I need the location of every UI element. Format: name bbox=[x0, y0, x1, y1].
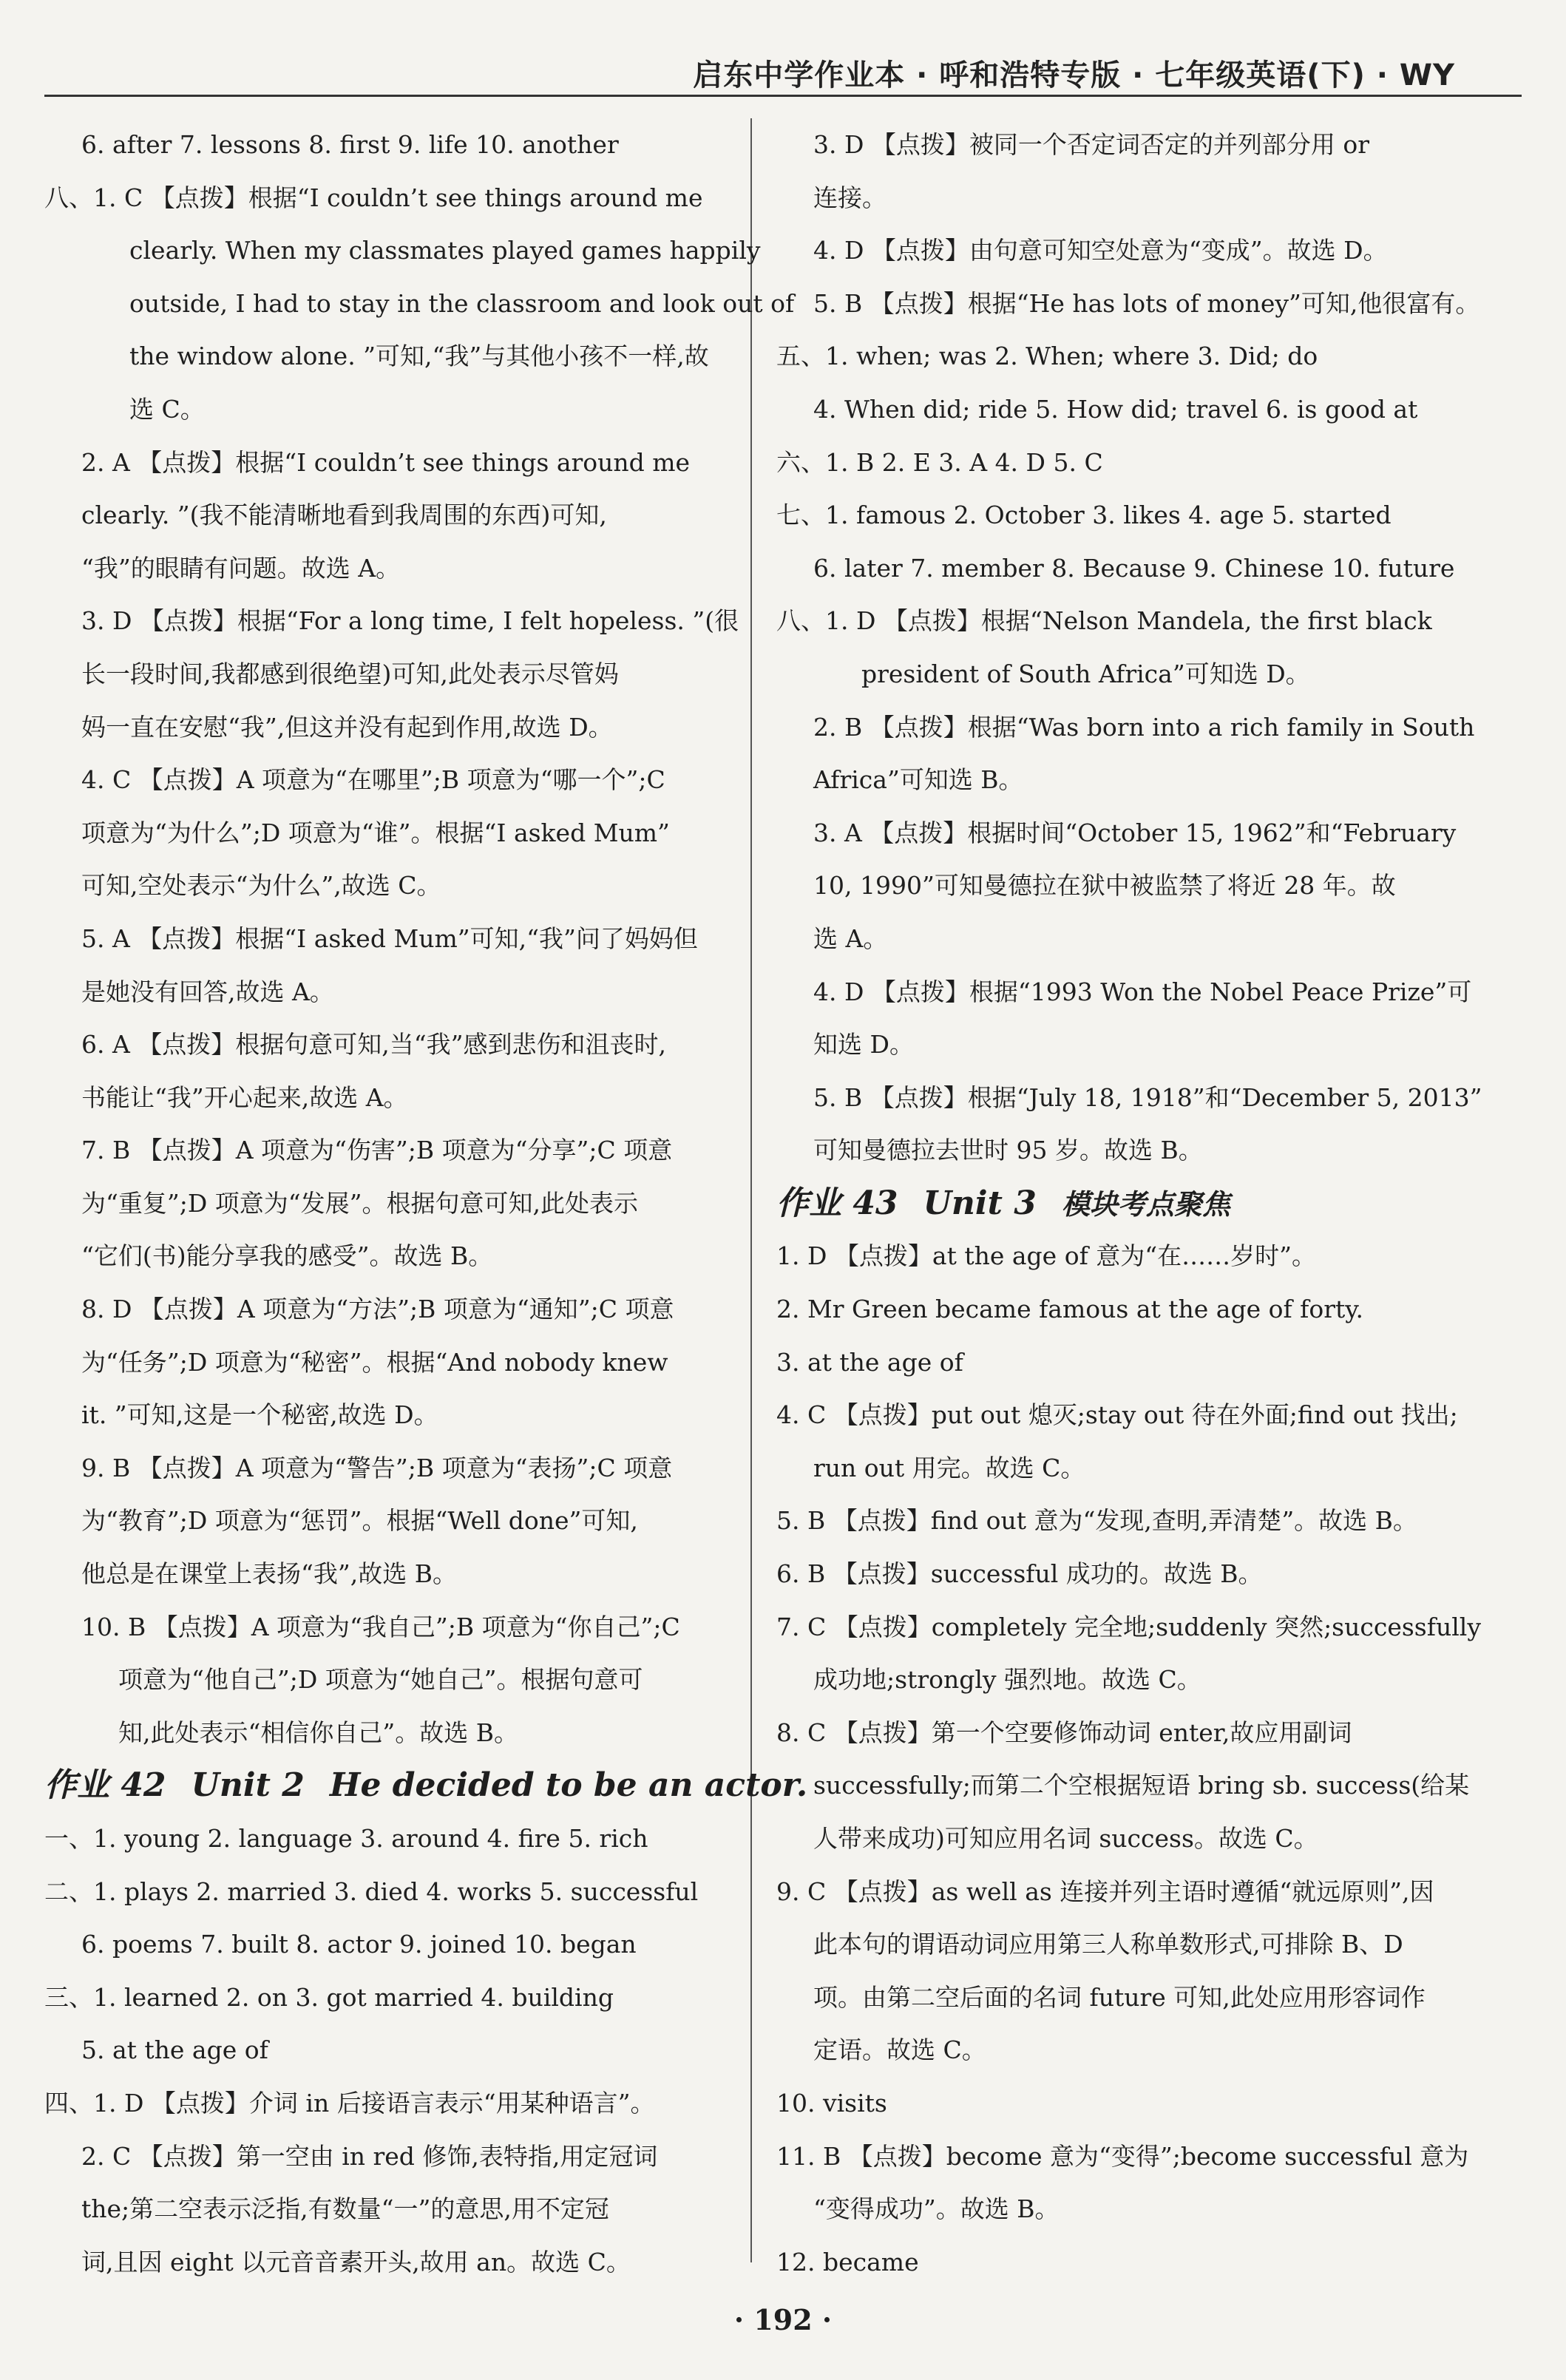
answer-line: 5. B 【点拨】find out 意为“发现,查明,弄清楚”。故选 B。 bbox=[776, 1506, 1417, 1536]
header-rule bbox=[44, 95, 1522, 97]
answer-line: 4. C 【点拨】put out 熄灭;stay out 待在外面;find out 找出; bbox=[776, 1400, 1458, 1430]
answer-line: 8. D 【点拨】A 项意为“方法”;B 项意为“通知”;C 项意 bbox=[81, 1295, 674, 1324]
answer-line: it. ”可知,这是一个秘密,故选 D。 bbox=[81, 1400, 438, 1430]
answer-line: 10, 1990”可知曼德拉在狱中被监禁了将近 28 年。故 bbox=[813, 871, 1396, 901]
answer-line: 4. C 【点拨】A 项意为“在哪里”;B 项意为“哪一个”;C bbox=[81, 765, 665, 795]
answer-line: 项意为“他自己”;D 项意为“她自己”。根据句意可 bbox=[118, 1665, 643, 1695]
answer-line: “我”的眼睛有问题。故选 A。 bbox=[81, 553, 401, 583]
section-title: He decided to be an actor. bbox=[329, 1766, 808, 1805]
answer-line: clearly. When my classmates played games happily bbox=[129, 236, 761, 265]
answer-line: 1. D 【点拨】at the age of 意为“在……岁时”。 bbox=[776, 1241, 1317, 1271]
answer-line: 2. B 【点拨】根据“Was born into a rich family in South bbox=[813, 712, 1475, 742]
answer-line: 5. A 【点拨】根据“I asked Mum”可知,“我”问了妈妈但 bbox=[81, 923, 698, 953]
answer-line: 4. D 【点拨】由句意可知空处意为“变成”。故选 D。 bbox=[813, 236, 1388, 265]
page-header bbox=[0, 0, 1566, 104]
answer-line: 六、1. B 2. E 3. A 4. D 5. C bbox=[776, 447, 1103, 477]
answer-line: 可知曼德拉去世时 95 岁。故选 B。 bbox=[813, 1136, 1203, 1165]
answer-line: 八、1. C 【点拨】根据“I couldn’t see things around me bbox=[44, 183, 703, 212]
answer-line: 连接。 bbox=[813, 183, 887, 212]
answer-line: president of South Africa”可知选 D。 bbox=[861, 659, 1310, 688]
answer-line: 他总是在课堂上表扬“我”,故选 B。 bbox=[81, 1559, 457, 1589]
answer-line: outside, I had to stay in the classroom and look out of bbox=[129, 288, 795, 318]
answer-line: 3. at the age of bbox=[776, 1347, 963, 1377]
answer-line: the;第二空表示泛指,有数量“一”的意思,用不定冠 bbox=[81, 2194, 609, 2224]
answer-line: 二、1. plays 2. married 3. died 4. works 5. successful bbox=[44, 1876, 699, 1906]
answer-line: 为“重复”;D 项意为“发展”。根据句意可知,此处表示 bbox=[81, 1188, 639, 1218]
section-title: 模块考点聚焦 bbox=[1061, 1187, 1230, 1221]
answer-line: 项意为“为什么”;D 项意为“谁”。根据“I asked Mum” bbox=[81, 818, 670, 847]
answer-line: “它们(书)能分享我的感受”。故选 B。 bbox=[81, 1241, 493, 1271]
answer-line: Africa”可知选 B。 bbox=[813, 765, 1023, 795]
section-heading-42 bbox=[44, 1759, 808, 1812]
answer-line: 5. B 【点拨】根据“He has lots of money”可知,他很富有。 bbox=[813, 288, 1480, 318]
page-number: · 192 · bbox=[733, 2303, 833, 2336]
answer-line: 知,此处表示“相信你自己”。故选 B。 bbox=[118, 1718, 518, 1747]
answer-line: 选 A。 bbox=[813, 923, 888, 953]
answer-line: 长一段时间,我都感到很绝望)可知,此处表示尽管妈 bbox=[81, 659, 619, 688]
answer-line: 八、1. D 【点拨】根据“Nelson Mandela, the first black bbox=[776, 606, 1432, 636]
answer-line: 10. B 【点拨】A 项意为“我自己”;B 项意为“你自己”;C bbox=[81, 1612, 680, 1641]
answer-line: 人带来成功)可知应用名词 success。故选 C。 bbox=[813, 1824, 1318, 1853]
section-unit: Unit 2 bbox=[191, 1766, 305, 1805]
answer-line: 5. at the age of bbox=[81, 2035, 268, 2065]
header-title: 启东中学作业本 · 呼和浩特专版 · 七年级英语(下) · WY bbox=[693, 58, 1455, 92]
answer-line: 7. B 【点拨】A 项意为“伤害”;B 项意为“分享”;C 项意 bbox=[81, 1136, 673, 1165]
left-column bbox=[44, 118, 808, 2288]
answer-line: 6. B 【点拨】successful 成功的。故选 B。 bbox=[776, 1559, 1263, 1589]
answer-line: 三、1. learned 2. on 3. got married 4. building bbox=[44, 1982, 614, 2012]
answer-line: 6. later 7. member 8. Because 9. Chinese 10. future bbox=[813, 553, 1455, 583]
answer-line: 7. C 【点拨】completely 完全地;suddenly 突然;successfully bbox=[776, 1612, 1481, 1641]
answer-line: 选 C。 bbox=[129, 394, 205, 424]
answer-line: 定语。故选 C。 bbox=[813, 2035, 986, 2065]
answer-line: 4. D 【点拨】根据“1993 Won the Nobel Peace Prize”可 bbox=[813, 977, 1472, 1006]
answer-line: 11. B 【点拨】become 意为“变得”;become successful 意为 bbox=[776, 2141, 1469, 2171]
answer-line: 9. C 【点拨】as well as 连接并列主语时遵循“就远原则”,因 bbox=[776, 1876, 1434, 1906]
answer-line: 一、1. young 2. language 3. around 4. fire 5. rich bbox=[44, 1824, 648, 1853]
answer-line: 项。由第二空后面的名词 future 可知,此处应用形容词作 bbox=[813, 1982, 1426, 2012]
column-divider bbox=[750, 118, 752, 2262]
section-heading-43 bbox=[776, 1177, 1471, 1230]
answer-line: 五、1. when; was 2. When; where 3. Did; do bbox=[776, 342, 1318, 371]
answer-line: clearly. ”(我不能清晰地看到我周围的东西)可知, bbox=[81, 501, 607, 530]
answer-line: 6. after 7. lessons 8. first 9. life 10. another bbox=[81, 130, 619, 159]
answer-line: 此本句的谓语动词应用第三人称单数形式,可排除 B、D bbox=[813, 1930, 1403, 1959]
answer-line: 8. C 【点拨】第一个空要修饰动词 enter,故应用副词 bbox=[776, 1718, 1352, 1747]
answer-line: 可知,空处表示“为什么”,故选 C。 bbox=[81, 871, 441, 901]
answer-line: 为“教育”;D 项意为“惩罚”。根据“Well done”可知, bbox=[81, 1506, 638, 1536]
answer-line: 4. When did; ride 5. How did; travel 6. is good at bbox=[813, 394, 1418, 424]
answer-line: 6. A 【点拨】根据句意可知,当“我”感到悲伤和沮丧时, bbox=[81, 1030, 667, 1060]
section-label: 作业 42 bbox=[44, 1766, 166, 1805]
answer-line: 2. Mr Green became famous at the age of forty. bbox=[776, 1295, 1364, 1324]
answer-line: 词,且因 eight 以元音音素开头,故用 an。故选 C。 bbox=[81, 2247, 631, 2276]
answer-line: 3. A 【点拨】根据时间“October 15, 1962”和“February bbox=[813, 818, 1457, 847]
answer-line: 成功地;strongly 强烈地。故选 C。 bbox=[813, 1665, 1201, 1695]
answer-line: 9. B 【点拨】A 项意为“警告”;B 项意为“表扬”;C 项意 bbox=[81, 1453, 673, 1482]
answer-line: 5. B 【点拨】根据“July 18, 1918”和“December 5, 2013” bbox=[813, 1082, 1482, 1112]
answer-line: 10. visits bbox=[776, 2088, 887, 2118]
answer-line: 12. became bbox=[776, 2247, 919, 2276]
answer-line: 书能让“我”开心起来,故选 A。 bbox=[81, 1082, 408, 1112]
answer-line: 妈一直在安慰“我”,但这并没有起到作用,故选 D。 bbox=[81, 712, 613, 742]
answer-line: 是她没有回答,故选 A。 bbox=[81, 977, 334, 1006]
section-unit: Unit 3 bbox=[923, 1184, 1037, 1222]
answer-line: 6. poems 7. built 8. actor 9. joined 10. began bbox=[81, 1930, 637, 1959]
answer-line: successfully;而第二个空根据短语 bring sb. success(给某 bbox=[813, 1771, 1470, 1800]
answer-line: 四、1. D 【点拨】介词 in 后接语言表示“用某种语言”。 bbox=[44, 2088, 655, 2118]
answer-line: 七、1. famous 2. October 3. likes 4. age 5. started bbox=[776, 501, 1392, 530]
answer-line: 为“任务”;D 项意为“秘密”。根据“And nobody knew bbox=[81, 1347, 668, 1377]
answer-line: run out 用完。故选 C。 bbox=[813, 1453, 1085, 1482]
section-label: 作业 43 bbox=[776, 1184, 898, 1222]
answer-line: 知选 D。 bbox=[813, 1030, 914, 1060]
answer-line: 3. D 【点拨】根据“For a long time, I felt hopeless. ”(很 bbox=[81, 606, 739, 636]
answer-line: 2. A 【点拨】根据“I couldn’t see things around me bbox=[81, 447, 691, 477]
answer-line: the window alone. ”可知,“我”与其他小孩不一样,故 bbox=[129, 342, 709, 371]
answer-line: 2. C 【点拨】第一空由 in red 修饰,表特指,用定冠词 bbox=[81, 2141, 658, 2171]
answer-line: 3. D 【点拨】被同一个否定词否定的并列部分用 or bbox=[813, 130, 1370, 159]
right-column bbox=[776, 118, 1482, 2288]
answer-line: “变得成功”。故选 B。 bbox=[813, 2194, 1060, 2224]
